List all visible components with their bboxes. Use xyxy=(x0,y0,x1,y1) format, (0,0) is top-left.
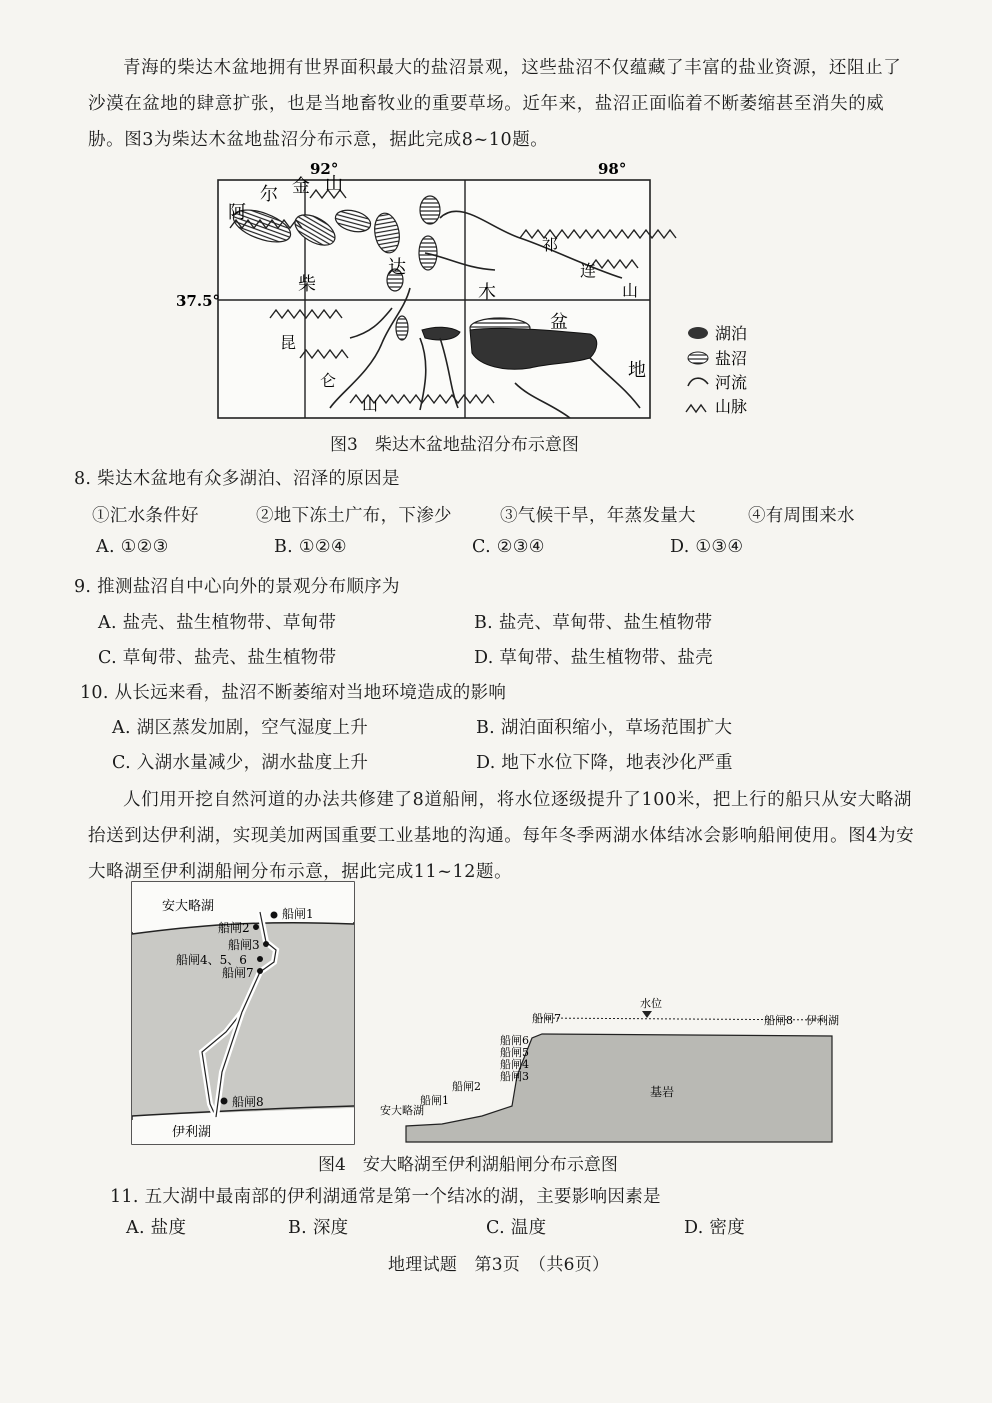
q8-item-4: ④有周围来水 xyxy=(748,506,855,526)
q10-option-c[interactable]: C. 入湖水量减少，湖水盐度上升 xyxy=(112,753,369,773)
figure-4-map xyxy=(132,882,354,1144)
legend-marsh-icon xyxy=(688,352,708,364)
figure-4-profile xyxy=(372,997,842,1144)
map-lock-7: 船闸7 xyxy=(222,966,254,980)
profile-lock-5: 船闸5 xyxy=(500,1046,529,1059)
profile-lock-6: 船闸6 xyxy=(500,1034,529,1047)
label-pen: 盆 xyxy=(550,312,568,333)
legend-river: 河流 xyxy=(715,373,748,392)
label-jin: 金 xyxy=(292,176,310,197)
lon-98-label: 98° xyxy=(598,160,627,178)
q9-option-a[interactable]: A. 盐壳、盐生植物带、草甸带 xyxy=(98,613,337,633)
q10-stem: 10. 从长远来看，盐沼不断萎缩对当地环境造成的影响 xyxy=(80,683,507,703)
q8-option-d[interactable]: D. ①③④ xyxy=(670,537,744,557)
legend-river-icon xyxy=(688,378,708,386)
q9-stem: 9. 推测盐沼自中心向外的景观分布顺序为 xyxy=(74,577,400,597)
label-lun: 仑 xyxy=(320,371,337,390)
map-top-lake: 安大略湖 xyxy=(162,899,215,914)
profile-lock-4: 船闸4 xyxy=(500,1058,529,1071)
legend-lake-icon xyxy=(688,327,708,339)
map-lock-3: 船闸3 xyxy=(228,938,260,952)
profile-lock-7: 船闸7 xyxy=(532,1012,561,1025)
q8-item-3: ③气候干旱，年蒸发量大 xyxy=(500,506,696,526)
figure-3-caption: 图3 柴达木盆地盐沼分布示意图 xyxy=(330,435,579,455)
label-qi: 祁 xyxy=(542,235,559,254)
map-lock-456: 船闸4、5、6 xyxy=(176,953,247,967)
profile-lock-1: 船闸1 xyxy=(420,1094,449,1107)
profile-lock-8: 船闸8 xyxy=(764,1014,793,1027)
q9-option-d[interactable]: D. 草甸带、盐生植物带、盐壳 xyxy=(474,648,714,668)
label-chai: 柴 xyxy=(298,274,316,295)
q9-option-c[interactable]: C. 草甸带、盐壳、盐生植物带 xyxy=(98,648,337,668)
q10-option-b[interactable]: B. 湖泊面积缩小，草场范围扩大 xyxy=(476,718,733,738)
label-er: 尔 xyxy=(260,184,278,205)
profile-lock-2: 船闸2 xyxy=(452,1080,481,1093)
q8-option-a[interactable]: A. ①②③ xyxy=(96,537,169,557)
label-shan1: 山 xyxy=(325,174,343,195)
q8-item-1: ①汇水条件好 xyxy=(92,506,199,526)
q8-stem: 8. 柴达木盆地有众多湖泊、沼泽的原因是 xyxy=(74,469,400,489)
q11-stem: 11. 五大湖中最南部的伊利湖通常是第一个结冰的湖，主要影响因素是 xyxy=(110,1187,661,1207)
map-lock-8: 船闸8 xyxy=(232,1095,264,1109)
map-lock-2: 船闸2 xyxy=(218,921,250,935)
figure-4-caption: 图4 安大略湖至伊利湖船闸分布示意图 xyxy=(318,1155,618,1175)
q11-option-a[interactable]: A. 盐度 xyxy=(126,1218,187,1238)
profile-bedrock: 基岩 xyxy=(650,1085,675,1099)
q8-item-2: ②地下冻土广布，下渗少 xyxy=(256,506,452,526)
q9-option-b[interactable]: B. 盐壳、草甸带、盐生植物带 xyxy=(474,613,713,633)
map-bottom-lake: 伊利湖 xyxy=(172,1125,212,1140)
lat-37-5-label: 37.5° xyxy=(176,292,221,310)
profile-left-lake: 安大略湖 xyxy=(380,1104,424,1117)
label-mu: 木 xyxy=(478,282,496,303)
legend-mountain: 山脉 xyxy=(715,397,748,416)
q11-option-b[interactable]: B. 深度 xyxy=(288,1218,349,1238)
profile-lock-3: 船闸3 xyxy=(500,1070,529,1083)
q8-option-c[interactable]: C. ②③④ xyxy=(472,537,545,557)
profile-water-level: 水位 xyxy=(640,997,662,1010)
figure-3-map xyxy=(170,158,760,428)
intro-paragraph-1: 青海的柴达木盆地拥有世界面积最大的盐沼景观，这些盐沼不仅蕴藏了丰富的盐业资源，还阻止了沙漠在盆地的肆意扩张，也是当地畜牧业的重要草场。近年来，盐沼正面临着不断萎缩甚至消失的威胁。图3为柴达木盆地盐沼分布示意，据此完成8~10题。 xyxy=(88,58,902,150)
q10-option-d[interactable]: D. 地下水位下降，地表沙化严重 xyxy=(476,753,733,773)
legend-mountain-icon xyxy=(686,405,706,412)
q8-option-b[interactable]: B. ①②④ xyxy=(274,537,347,557)
legend-lake: 湖泊 xyxy=(715,324,748,343)
label-lian: 连 xyxy=(580,261,597,280)
map-legend xyxy=(686,324,747,416)
legend-marsh: 盐沼 xyxy=(715,349,748,368)
profile-right-lake: 伊利湖 xyxy=(806,1014,839,1027)
label-shan3: 山 xyxy=(362,395,379,414)
q10-option-a[interactable]: A. 湖区蒸发加剧，空气湿度上升 xyxy=(112,718,369,738)
page-footer: 地理试题 第3页 （共6页） xyxy=(388,1255,610,1275)
lon-92-label: 92° xyxy=(310,160,339,178)
q11-option-d[interactable]: D. 密度 xyxy=(684,1218,746,1238)
label-da: 达 xyxy=(388,257,406,278)
label-shan2: 山 xyxy=(622,281,639,300)
label-kun: 昆 xyxy=(280,333,297,352)
q11-option-c[interactable]: C. 温度 xyxy=(486,1218,547,1238)
map-lock-1: 船闸1 xyxy=(282,907,314,921)
label-a: 阿 xyxy=(228,202,246,223)
intro-paragraph-2: 人们用开挖自然河道的办法共修建了8道船闸，将水位逐级提升了100米，把上行的船只从安大略湖抬送到达伊利湖，实现美加两国重要工业基地的沟通。每年冬季两湖水体结冰会影响船闸使用。图4为安大略湖至伊利湖船闸分布示意，据此完成11~12题。 xyxy=(88,790,915,882)
label-di: 地 xyxy=(628,360,646,381)
